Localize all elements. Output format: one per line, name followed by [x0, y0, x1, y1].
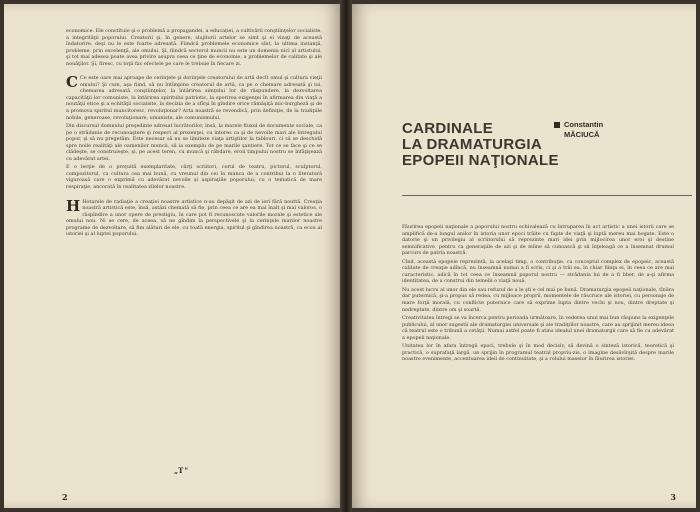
- header-rule: [402, 195, 692, 196]
- author-first-name: Constantin: [564, 120, 604, 129]
- right-paragraph: Unitatea lor în afara întregii epoci, trebuie şi în mod decisiv, să devină o sinteză istorică, teoretică şi practică, o suprafaţă largă, un sprijin în programul teatral propriu-zis, o imagine desăvîrşită despre marile noastre evenimente, accentuarea ideii de continuitate, şi a rolului maselor în făurirea istoriei.: [402, 343, 674, 363]
- right-paragraph: Cînd, această epopeie reprezintă, la acelaşi timp, o contribuţie, cu conceptul complex de epopeic, această calitate de creaţie adîncă, nu înseamnă numai a fi scris, ci şi a trăi ea, în chiar fiinţa ei, în ceea ce are mai caracteristic, adică în tot ceea ce înseamnă poporul nostru — strădania lui de a fi liber, de a-şi afirma identitatea, de a construi din temelii o viaţă nouă.: [402, 258, 674, 285]
- right-paragraph: Nu acest lucru al unor din ele sau refuzul de a le şti e cel mai pe bună. Dramaturgia epopeii naţionale, tînăra dar puternică, şi-a propus să redea, cu mijloace proprii, momentele de răscruce ale istoriei, cu personaje de mare forţă morală, cu conflicte puternice care să exprime lupta dintre vechi şi nou, dintre dreptate şi nedreptate, dintre om şi soartă.: [402, 286, 674, 313]
- left-paragraph: Din discursul domnului preşedinte adresat lucrătorilor, însă, la marele fluxul de documente sociale, ca pe o strădanie de recunoaştere şi respect al prezenţei, cu interes ca şi de nevoile mari ale întregului popor, şi să nu pregetăm. Este necesar să nu se limiteze viaţa artiştilor la tablouri, ci să se deschidă spre noile realităţi ale oamenilor muncii, să ia exemplu de pe marile şantiere. Tot ce se face şi ce se clădeşte, se construieşte, şi, pe acest teren, cu muncă şi răbdare, eroii timpului nostru se înfăţişează cu adevărat artei.: [66, 123, 322, 162]
- left-paragraph: H Hotarele de radiaţie a creaţiei noastre artistice n-au depăşit de azi de ieri fără nouttă. Creaţia noastră artistică este, însă, astăzi chemată să fie, prin ceea ce are ea mai înalt şi mai valoros, o răspîndire a unor opere de prestigiu, în care pot fi recunoscute valorile morale şi estetice ale omului nou. Ni se cere, de aceea, să ne gîndim la perspectivele şi la cerinţele marilor noastre programe de dezvoltare, să fim alături de ele, cu toată energia, spiritul şi gîndirea noastră, ca ecou al istoriei şi al luptei poporului.: [66, 196, 322, 238]
- left-paragraph: C Ce este oare mai aproape de cerinţele şi dorinţele creatorului de artă decît omul şi cultura vieţii omului? Şi cum, aşa fiind, să nu întîmpine creatorul de artă, ca pe o chemare adresată şi lui, chemarea adresată conştiinţelor, la întărirea simţului lor de răspundere, la dezvoltarea capacităţii lor comuniste, la întărirea spiritului patriotic, la sporirea exigenţei în afirmarea din viaţă a noutăţii etice şi a echităţii socialiste, la decizia de a sfîrşi în gîndire orice rămăşiţă mic-burgheză şi de a promova spiritul muncitoresc, revoluţionar? Arta noastră se revendică, prin definiţie, de la tradiţiile nobile, generoase, revoluţionare, umaniste, ale comunismului.: [66, 73, 322, 121]
- square-bullet-icon: [554, 122, 560, 128]
- left-paragraph: economice. Ele constituie şi o problemă a propagandei, a educaţiei, a cultivării conştiinţelor socialiste, a integrităţii poporului. Creatorii şi, în genere, slujitorii artelor se simt şi ei vizaţi de această îndatorire, deşi nu le este foarte adresată. Fiindcă problemele economice sînt, la ultima instanţă, probleme, prin excelenţă, ale omului. Şi, fiindcă sectorul muncii nu este un domeniu nici al artistului, şi tot mai adesea poate avea privire asupra ceea ce ţine de economie, a problemelor de calitate şi ale nouăţilor. Şi, firesc, cu toţii fac efectele pe care le trebuie în fiecare zi.: [66, 28, 322, 67]
- author-last-name: MĂCIUCĂ: [564, 130, 600, 139]
- dropcap: C: [66, 73, 78, 92]
- article-header: [402, 121, 688, 195]
- right-paragraph: Făurirea epopeii naţionale a poporului nostru echivalează cu întruparea în act artistic a unei istorii care se amplifică de-a lungul anilor în istoria unor epoci trăite cu fapte de viaţă şi luptă mereu mai bogate. Este o datorie şi un privilegiu al scriitorului să reprezinte mari idei prin mijlocirea unor eroi şi destine semnificative, pentru ca generaţiile de azi şi de mîine să cunoască şi să înţeleagă ce a însemnat drumul parcurs de patria noastră.: [402, 224, 674, 257]
- page-number-right: 3: [670, 492, 676, 502]
- right-paragraph: Creativitatea întregi se va încerca pentru perioada următoare, în vederea unui mai bun răspuns la exigenţele publicului, al unor sugestii ale dramaturgiei universale şi ale tradiţiilor noastre, care au sprijinit mereu ideea că teatrul este o tribună a cetăţii. Numai astfel poate fi atins idealul unei dramaturgii care să fie cu adevărat a epopeii naţionale.: [402, 315, 674, 341]
- left-column: [66, 28, 322, 238]
- right-column: [402, 224, 674, 363]
- dropcap: H: [66, 196, 81, 215]
- book-gutter: [340, 0, 352, 512]
- article-title: CARDINALE LA DRAMATURGIA EPOPEII NAŢIONALE: [402, 120, 559, 169]
- page-number-left: 2: [62, 492, 68, 502]
- left-paragraph: E o lecţie de o preţuită exemplaritate, cărţi scriitori, corul de teatru, pictorul, sculptorul, compozitorul, cu cultura cea mai bună, cu vreunul din cei în munca de a contribui la o literatură viguroasă care o exprimă cu adevărat nevoile şi aspiraţiile poporului; cu o tematică de mare respiraţie, ancorată în realitatea zilelor noastre.: [66, 164, 322, 191]
- page-center-mark: „T": [174, 466, 189, 475]
